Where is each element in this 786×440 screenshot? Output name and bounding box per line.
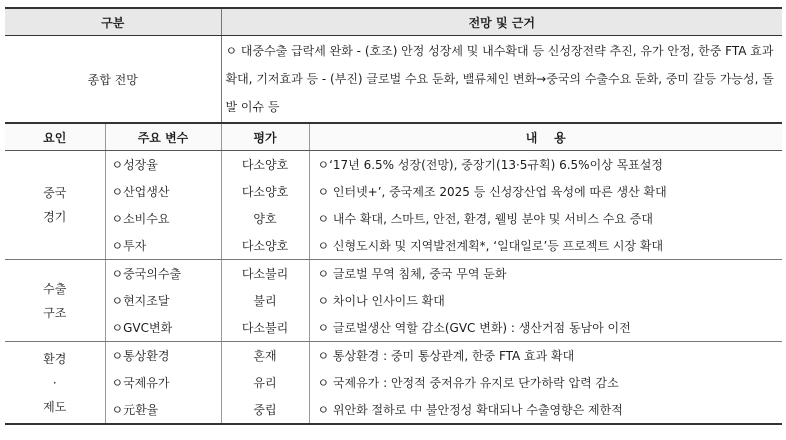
- col-header-evaluation: 평가: [221, 123, 309, 151]
- table-row: [5, 151, 782, 179]
- evaluation-cell: 중립: [221, 396, 309, 424]
- variable-cell: ㅇ통상환경: [105, 342, 221, 370]
- variable-cell: ㅇ산업생산: [105, 178, 221, 205]
- header-outlook: 전망 및 근거: [221, 8, 782, 36]
- evaluation-cell: 다소양호: [221, 151, 309, 179]
- variable-cell: ㅇ元환율: [105, 396, 221, 424]
- outlook-table: [5, 7, 782, 425]
- evaluation-cell: 다소불리: [221, 314, 309, 342]
- table-row: [5, 342, 782, 370]
- table-row: [5, 396, 782, 424]
- summary-row: [5, 36, 782, 124]
- table-row: [5, 205, 782, 232]
- variable-cell: ㅇ현지조달: [105, 287, 221, 314]
- table-row: [5, 314, 782, 342]
- factor-cell: 수출 구조: [5, 260, 105, 342]
- variable-cell: ㅇ국제유가: [105, 369, 221, 396]
- content-cell: ㅇ 국제유가 : 안정적 중저유가 유지로 단가하락 압력 감소: [309, 369, 782, 396]
- content-cell: ㅇ 차이나 인사이드 확대: [309, 287, 782, 314]
- col-header-content: 내 용: [309, 123, 782, 151]
- col-header-factor: 요인: [5, 123, 105, 151]
- factor-cell: 환경 · 제도: [5, 342, 105, 425]
- variable-cell: ㅇ투자: [105, 232, 221, 260]
- summary-text: ㅇ 대중수출 급락세 완화 - (호조) 안정 성장세 및 내수확대 등 신성장전략 추진, 유가 안정, 한중 FTA 효과 확대, 기저효과 등 - (부진) 글로벌 수요 둔화, 밸류체인 변화→중국의 수출수요 둔화, 중미 갈등 가능성, 돌발 이슈 등: [221, 36, 782, 124]
- content-cell: ㅇ 내수 확대, 스마트, 안전, 환경, 웰빙 분야 및 서비스 수요 증대: [309, 205, 782, 232]
- content-cell: ㅇ 위안화 절하로 中 불안정성 확대되나 수출영향은 제한적: [309, 396, 782, 424]
- header-category: 구분: [5, 8, 221, 36]
- table-header-row: [5, 8, 782, 36]
- content-cell: ㅇ 통상환경 : 중미 통상관계, 한중 FTA 효과 확대: [309, 342, 782, 370]
- content-cell: ㅇ 글로벌생산 역할 감소(GVC 변화) : 생산거점 동남아 이전: [309, 314, 782, 342]
- variable-cell: ㅇ성장율: [105, 151, 221, 179]
- content-cell: ㅇ 인터넷+’, 중국제조 2025 등 신성장산업 육성에 따른 생산 확대: [309, 178, 782, 205]
- variable-cell: ㅇ중국의수출: [105, 260, 221, 288]
- variable-cell: ㅇ소비수요: [105, 205, 221, 232]
- summary-label: 종합 전망: [5, 36, 221, 124]
- table-row: [5, 260, 782, 288]
- factor-cell: 중국 경기: [5, 151, 105, 260]
- evaluation-cell: 양호: [221, 205, 309, 232]
- column-header-row: [5, 123, 782, 151]
- table-row: [5, 287, 782, 314]
- evaluation-cell: 다소양호: [221, 232, 309, 260]
- table-row: [5, 369, 782, 396]
- evaluation-cell: 유리: [221, 369, 309, 396]
- evaluation-cell: 다소양호: [221, 178, 309, 205]
- content-cell: ㅇ‘17년 6.5% 성장(전망), 중장기(13·5규획) 6.5%이상 목표설정: [309, 151, 782, 179]
- evaluation-cell: 다소불리: [221, 260, 309, 288]
- evaluation-cell: 불리: [221, 287, 309, 314]
- content-cell: ㅇ 글로벌 무역 침체, 중국 무역 둔화: [309, 260, 782, 288]
- table-row: [5, 232, 782, 260]
- variable-cell: ㅇGVC변화: [105, 314, 221, 342]
- content-cell: ㅇ 신형도시화 및 지역발전계획*, ‘일대일로’등 프로젝트 시장 확대: [309, 232, 782, 260]
- table-row: [5, 178, 782, 205]
- evaluation-cell: 혼재: [221, 342, 309, 370]
- col-header-variable: 주요 변수: [105, 123, 221, 151]
